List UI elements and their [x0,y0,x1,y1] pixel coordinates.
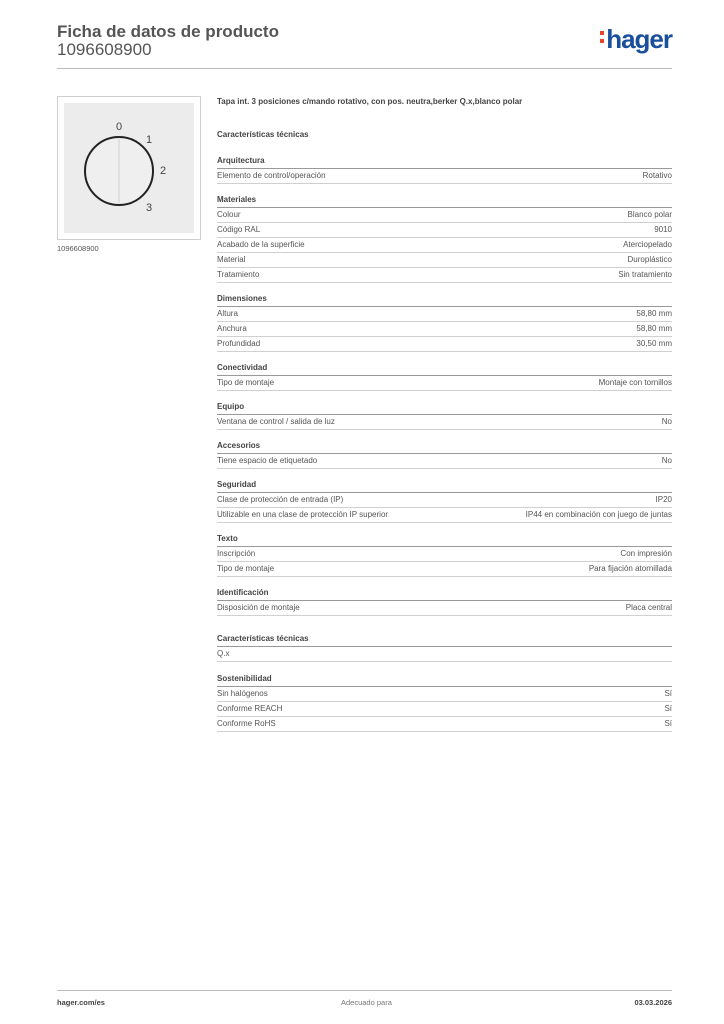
footer-site: hager.com/es [57,998,105,1007]
spec-label: Elemento de control/operación [217,171,326,180]
spec-row [217,702,672,717]
spec-value: Sí [664,719,672,728]
spec-label: Tipo de montaje [217,378,275,387]
spec-label: Colour [217,210,241,219]
spec-row [217,547,672,562]
spec-section [217,292,672,352]
spec-value: No [661,417,672,426]
section-title: Seguridad [217,478,672,493]
spec-value: Blanco polar [627,210,672,219]
product-number: 1096608900 [57,40,152,59]
main-heading: Características técnicas [217,130,309,139]
spec-label: Tipo de montaje [217,564,275,573]
spec-label: Sin halógenos [217,689,268,698]
sustainability-table [217,672,672,732]
spec-label: Tratamiento [217,270,260,279]
spec-value: Sin tratamiento [618,270,672,279]
spec-label: Material [217,255,246,264]
spec-row [217,717,672,732]
section-title: Conectividad [217,361,672,376]
spec-value: Para fijación atornillada [588,564,672,573]
dial-mark-2: 2 [160,165,167,177]
spec-section [217,361,672,391]
spec-label: Tiene espacio de etiquetado [217,456,318,465]
spec-section [217,439,672,469]
spec-row [217,268,672,283]
spec-section [217,154,672,184]
cover-plate [64,103,194,233]
spec-row [217,307,672,322]
spec-row [217,376,672,391]
spec-value: Montaje con tornillos [598,378,672,387]
spec-row [217,493,672,508]
spec-row [217,454,672,469]
spec-section [217,400,672,430]
spec-value: IP20 [655,495,672,504]
spec-value: 58,80 mm [636,309,672,318]
hager-logo [600,24,672,55]
section-title: Sostenibilidad [217,672,672,687]
document-title: Ficha de datos de producto [57,22,279,41]
rotary-knob-icon [64,103,194,233]
spec-value: Duroplástico [627,255,672,264]
spec-label: Clase de protección de entrada (IP) [217,495,344,504]
spec-row [217,337,672,352]
dial-mark-0: 0 [116,121,123,133]
spec-row [217,208,672,223]
spec-section [217,632,672,662]
section-title: Texto [217,532,672,547]
spec-row [217,601,672,616]
footer-divider [57,990,672,991]
spec-row [217,647,672,662]
section-title: Equipo [217,400,672,415]
spec-value: Sí [664,689,672,698]
tech-table [217,632,672,662]
product-description: Tapa int. 3 posiciones c/mando rotativo, con pos. neutra,berker Q.x,blanco polar [217,97,523,106]
spec-row [217,238,672,253]
logo-dots-icon [600,31,605,47]
spec-label: Q.x [217,649,230,658]
section-title: Materiales [217,193,672,208]
section-title: Identificación [217,586,672,601]
header-divider [57,68,672,69]
spec-value: Sí [664,704,672,713]
spec-label: Profundidad [217,339,261,348]
footer-date: 03.03.2026 [634,998,672,1007]
dial-mark-3: 3 [146,202,153,214]
spec-label: Disposición de montaje [217,603,300,612]
spec-section [217,193,672,283]
spec-row [217,415,672,430]
spec-value: Aterciopelado [623,240,672,249]
spec-label: Anchura [217,324,247,333]
section-title: Accesorios [217,439,672,454]
section-title: Arquitectura [217,154,672,169]
spec-row [217,562,672,577]
spec-label: Altura [217,309,238,318]
spec-value: 30,50 mm [636,339,672,348]
spec-row [217,687,672,702]
spec-label: Ventana de control / salida de luz [217,417,335,426]
spec-label: Inscripción [217,549,256,558]
spec-value: 58,80 mm [636,324,672,333]
section-title: Características técnicas [217,632,672,647]
section-title: Dimensiones [217,292,672,307]
spec-label: Utilizable en una clase de protección IP superior [217,510,389,519]
spec-section [217,478,672,523]
spec-value: No [661,456,672,465]
spec-value: Con impresión [620,549,672,558]
document-header [57,20,672,70]
spec-label: Conforme REACH [217,704,283,713]
spec-value: 9010 [654,225,672,234]
spec-value: IP44 en combinación con juego de juntas [525,510,672,519]
spec-table [217,154,672,616]
spec-section [217,672,672,732]
spec-row [217,169,672,184]
footer-note: Adecuado para [341,998,392,1007]
spec-row [217,253,672,268]
dial-mark-1: 1 [146,134,153,146]
spec-label: Conforme RoHS [217,719,276,728]
spec-label: Código RAL [217,225,261,234]
spec-label: Acabado de la superficie [217,240,305,249]
spec-row [217,508,672,523]
spec-section [217,532,672,577]
spec-row [217,322,672,337]
image-caption: 1096608900 [57,244,99,253]
spec-section [217,586,672,616]
spec-row [217,223,672,238]
product-image [57,96,201,240]
logo-text: hager [606,24,672,54]
spec-value: Rotativo [642,171,672,180]
spec-value: Placa central [625,603,672,612]
